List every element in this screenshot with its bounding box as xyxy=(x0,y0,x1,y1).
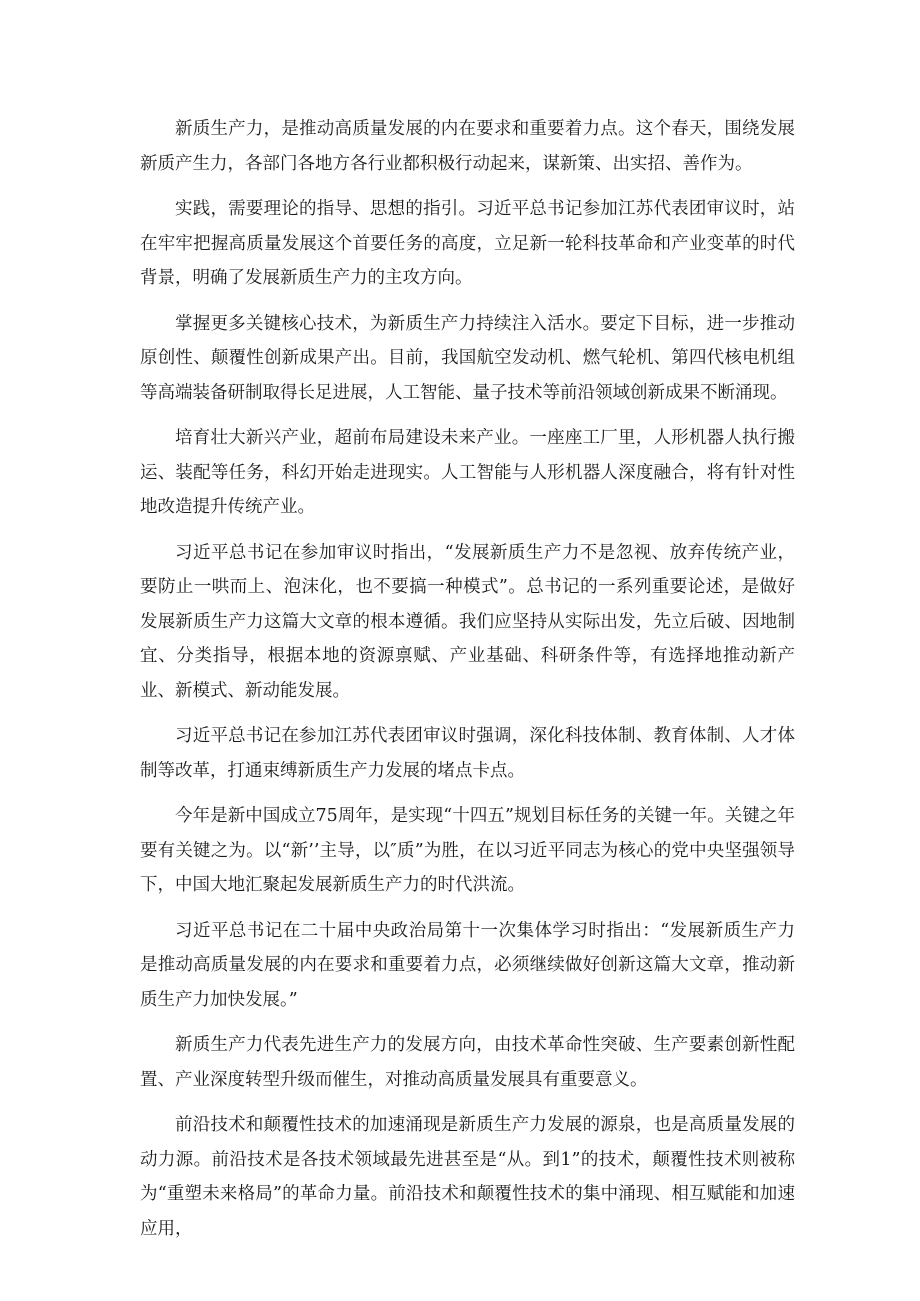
article-body xyxy=(140,112,795,1257)
paragraph-9: 新质生产力代表先进生产力的发展方向，由技术革命性突破、生产要素创新性配置、产业深度转型升级而催生，对推动高质量发展具有重要意义。 xyxy=(140,1035,795,1090)
paragraph-8: 习近平总书记在二十届中央政治局第十一次集体学习时指出：“发展新质生产力是推动高质量发展的内在要求和重要着力点，必须继续做好创新这篇大文章，推动新质生产力加快发展。” xyxy=(140,920,795,1010)
paragraph-3: 掌握更多关键核心技术，为新质生产力持续注入活水。要定下目标，进一步推动原创性、颠覆性创新成果产出。目前，我国航空发动机、燃气轮机、第四代核电机组等高端装备研制取得长足进展，人工智能、量子技术等前沿领域创新成果不断涌现。 xyxy=(140,313,795,403)
paragraph-10: 前沿技术和颠覆性技术的加速涌现是新质生产力发展的源泉，也是高质量发展的动力源。前沿技术是各技术领域最先进甚至是“从。到1”的技术，颠覆性技术则被称为“重塑未来格局”的革命力量。前沿技术和颠覆性技术的集中涌现、相互赋能和加速应用， xyxy=(140,1115,795,1239)
paragraph-2: 实践，需要理论的指导、思想的指引。习近平总书记参加江苏代表团审议时，站在牢牢把握高质量发展这个首要任务的高度，立足新一轮科技革命和产业变革的时代背景，明确了发展新质生产力的主攻方向。 xyxy=(140,199,795,288)
paragraph-1: 新质生产力，是推动高质量发展的内在要求和重要着力点。这个春天，围绕发展新质产生力，各部门各地方各行业都积极行动起来，谋新策、出实招、善作为。 xyxy=(140,119,795,174)
paragraph-5: 习近平总书记在参加审议时指出，“发展新质生产力不是忽视、放弃传统产业，要防止一哄而上、泡沫化，也不要搞一种模式”。总书记的一系列重要论述，是做好发展新质生产力这篇大文章的根本遵循。我们应坚持从实际出发，先立后破、因地制宜、分类指导，根据本地的资源禀赋、产业基础、科研条件等，有选择地推动新产业、新模式、新动能发展。 xyxy=(140,542,795,701)
paragraph-4: 培育壮大新兴产业，超前布局建设未来产业。一座座工厂里，人形机器人执行搬运、装配等任务，科幻开始走进现实。人工智能与人形机器人深度融合，将有针对性地改造提升传统产业。 xyxy=(140,428,795,517)
paragraph-6: 习近平总书记在参加江苏代表团审议时强调，深化科技体制、教育体制、人才体制等改革，打通束缚新质生产力发展的堵点卡点。 xyxy=(140,726,795,781)
paragraph-7: 今年是新中国成立75周年，是实现“十四五”规划目标任务的关键一年。关键之年要有关键之为。以“新’’主导，以″质”为胜，在以习近平同志为核心的党中央坚强领导下，中国大地汇聚起发展新质生产力的时代洪流。 xyxy=(140,806,795,895)
